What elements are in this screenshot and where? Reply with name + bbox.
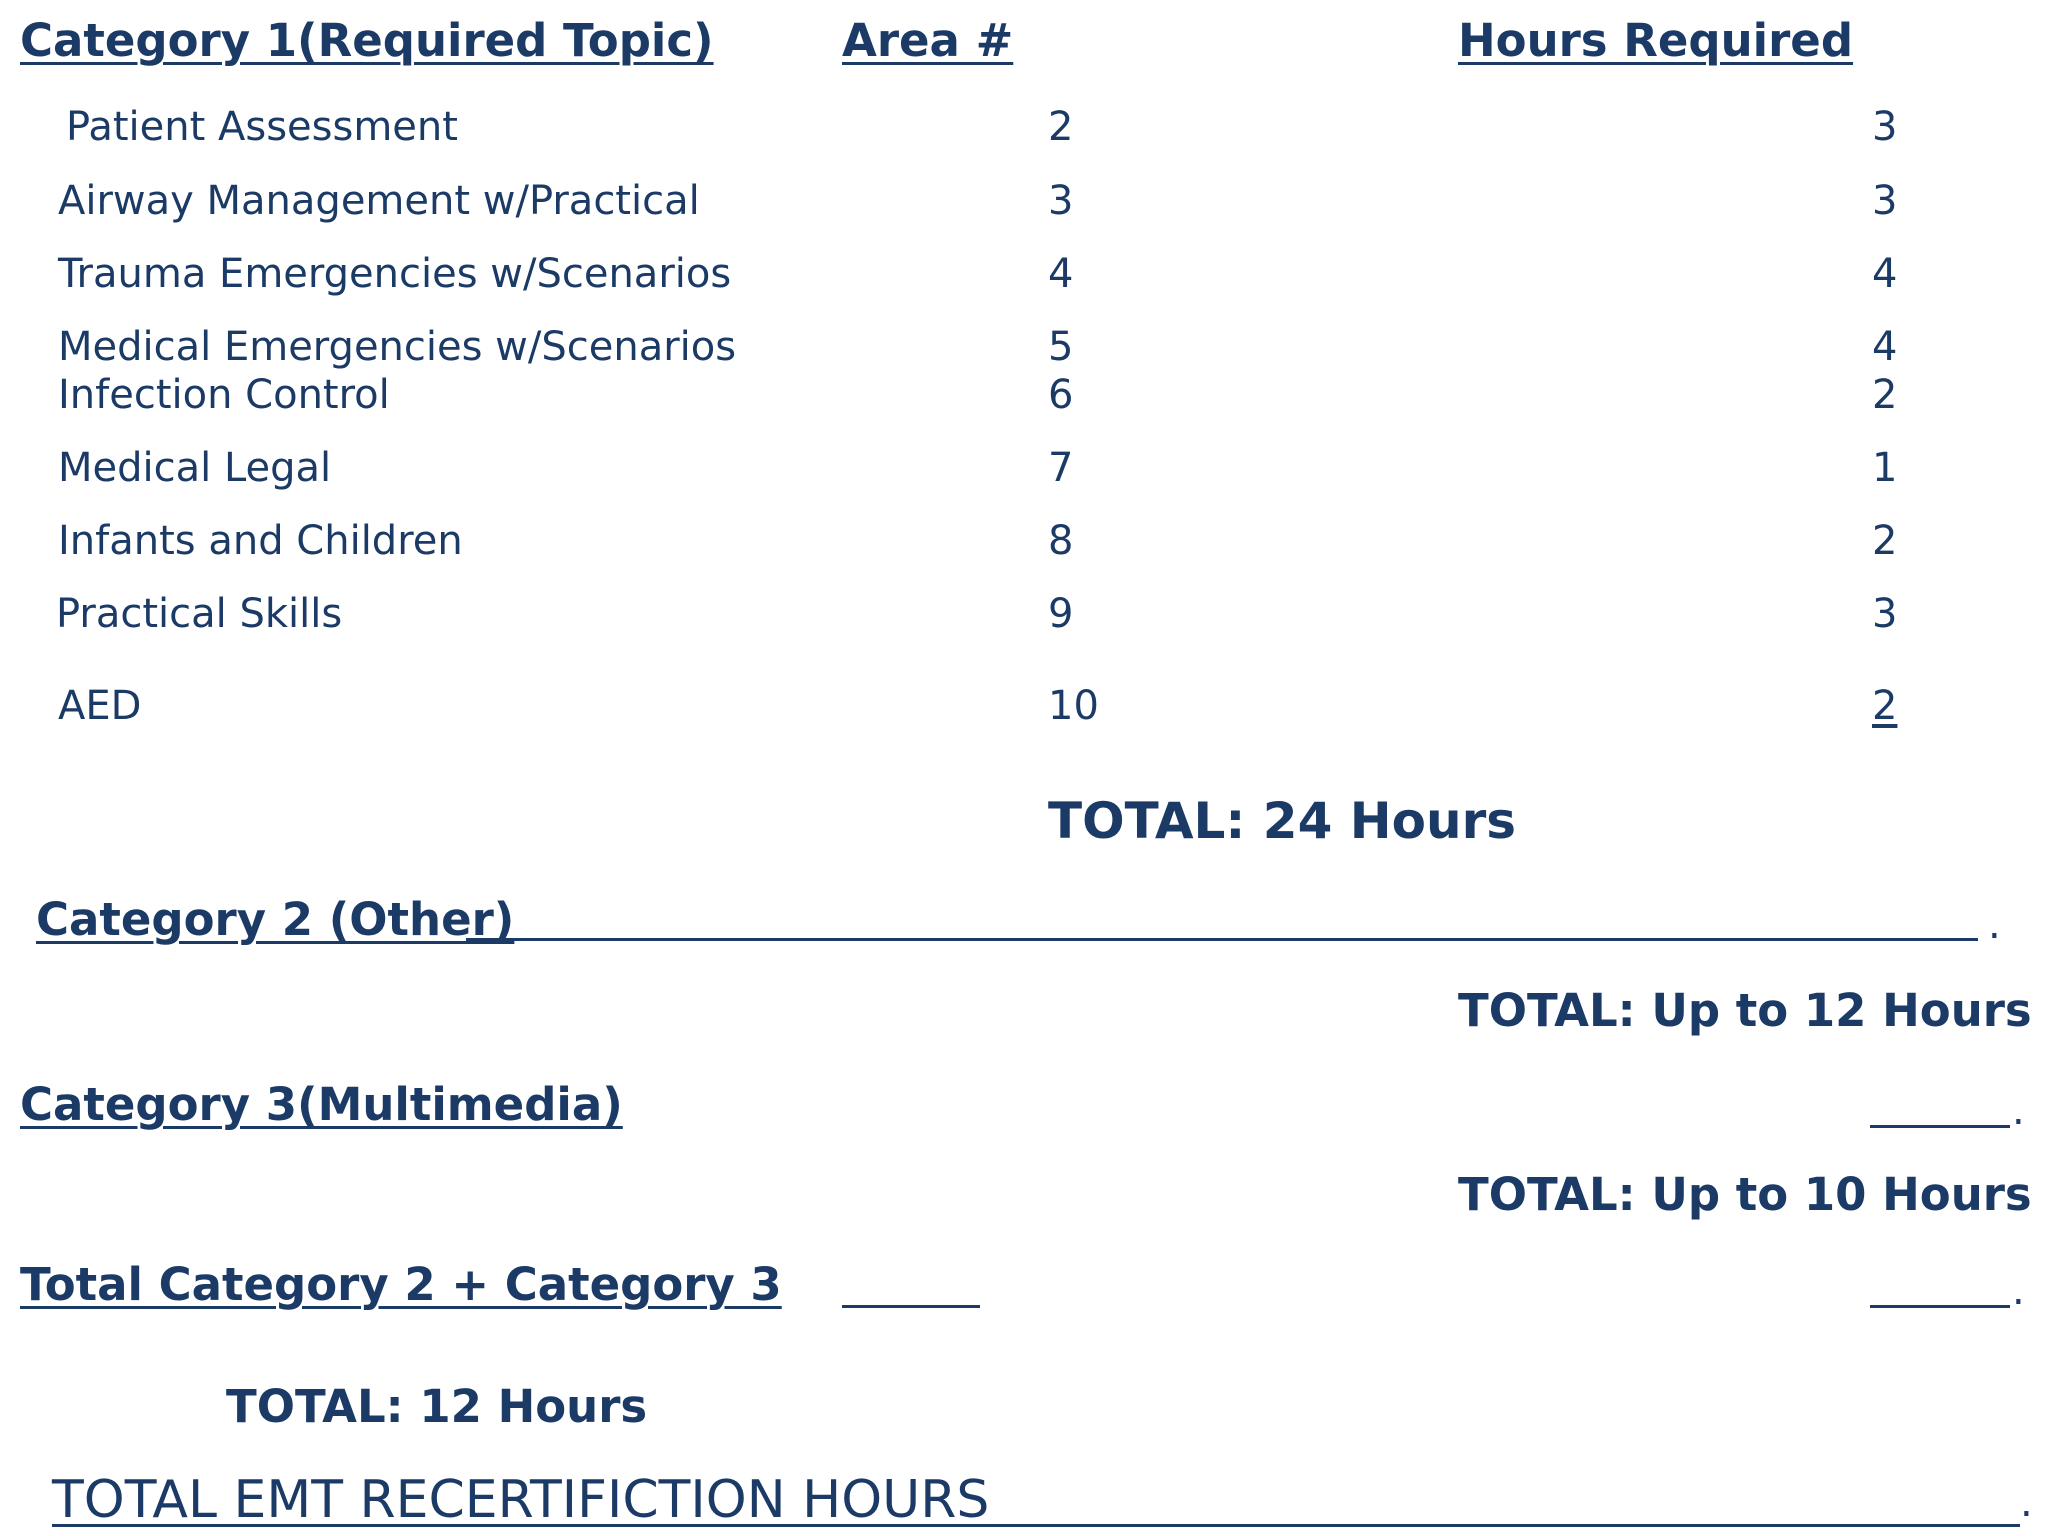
row-area: 4	[1048, 251, 1074, 297]
row-topic: Trauma Emergencies w/Scenarios	[58, 251, 732, 297]
combined-total: TOTAL: 12 Hours	[226, 1380, 648, 1433]
row-area: 3	[1048, 178, 1074, 224]
row-area: 9	[1048, 591, 1074, 637]
row-topic: AED	[58, 683, 142, 729]
final-blank-line	[52, 1524, 2020, 1527]
category3-total: TOTAL: Up to 10 Hours	[1458, 1168, 2032, 1221]
category3-period: .	[2012, 1088, 2025, 1134]
row-topic: Practical Skills	[56, 591, 343, 637]
row-hours: 4	[1872, 324, 1898, 370]
row-topic: Medical Legal	[58, 445, 332, 491]
row-area: 5	[1048, 324, 1074, 370]
row-hours: 2	[1872, 518, 1898, 564]
row-hours: 3	[1872, 178, 1898, 224]
combined-period: .	[2012, 1268, 2025, 1314]
category1-total: TOTAL: 24 Hours	[1048, 792, 1516, 850]
row-hours: 4	[1872, 251, 1898, 297]
row-topic: Airway Management w/Practical	[58, 178, 700, 224]
row-area: 7	[1048, 445, 1074, 491]
row-topic: Patient Assessment	[66, 104, 458, 150]
row-hours: 2	[1872, 372, 1898, 418]
row-area: 8	[1048, 518, 1074, 564]
category2-blank-line	[466, 938, 1978, 941]
row-area: 6	[1048, 372, 1074, 418]
row-hours: 3	[1872, 104, 1898, 150]
category2-period: .	[1988, 902, 2001, 948]
row-hours: 3	[1872, 591, 1898, 637]
category2-total: TOTAL: Up to 12 Hours	[1458, 984, 2032, 1037]
category3-blank-line	[1870, 1125, 2010, 1128]
final-period: .	[2020, 1480, 2033, 1526]
header-topic: Category 1(Required Topic)	[20, 14, 714, 67]
row-hours: 2	[1872, 683, 1898, 729]
combined-blank-line	[842, 1305, 980, 1308]
row-topic: Infants and Children	[58, 518, 463, 564]
row-area: 2	[1048, 104, 1074, 150]
row-hours: 1	[1872, 445, 1898, 491]
category3-label: Category 3(Multimedia)	[20, 1078, 623, 1131]
row-area: 10	[1048, 683, 1099, 729]
final-total-label: TOTAL EMT RECERTIFICTION HOURS	[52, 1470, 990, 1530]
row-topic: Medical Emergencies w/Scenarios	[58, 324, 737, 370]
row-topic: Infection Control	[58, 372, 390, 418]
combined-blank-line-right	[1870, 1305, 2010, 1308]
header-area: Area #	[842, 14, 1014, 67]
combined-label: Total Category 2 + Category 3	[20, 1258, 782, 1311]
header-hours: Hours Required	[1458, 14, 1854, 67]
category2-label: Category 2 (Other)	[36, 893, 515, 946]
